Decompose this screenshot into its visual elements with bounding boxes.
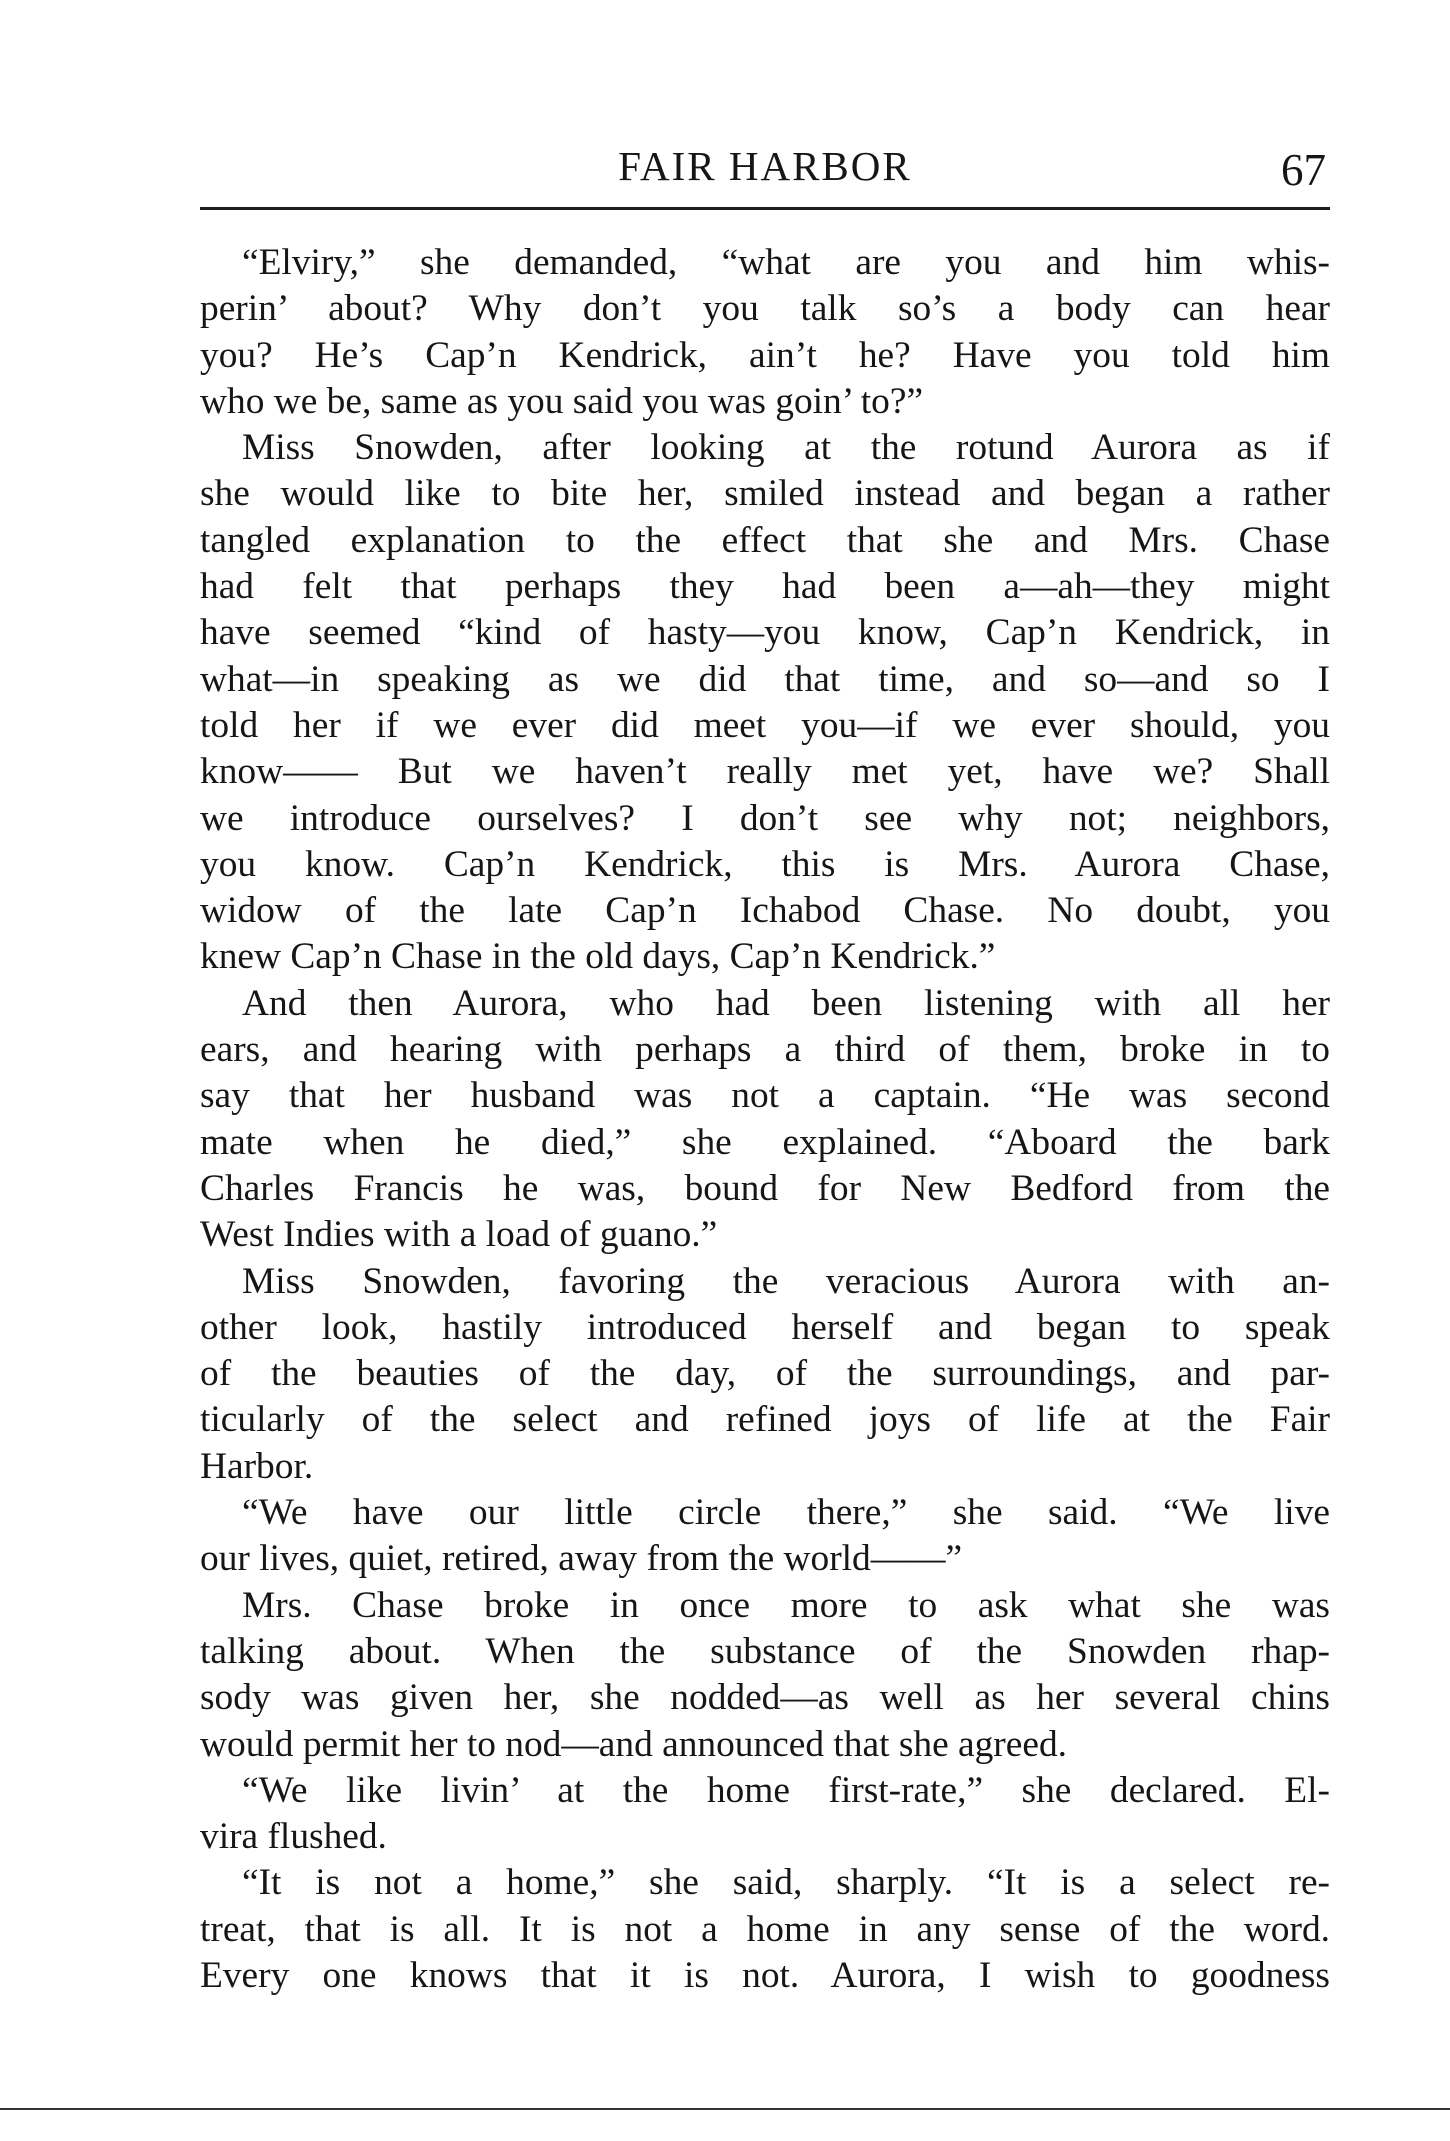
text-line: “We have our little circle there,” she said. “We live: [242, 1492, 1330, 1534]
text-line: “Elviry,” she demanded, “what are you and him whis-: [242, 242, 1330, 283]
header-rule: [200, 207, 1330, 210]
text-line: ears, and hearing with perhaps a third of them, broke in to: [200, 1029, 1330, 1071]
text-line: told her if we ever did meet you—if we ever should, you: [200, 704, 1330, 746]
text-line: our lives, quiet, retired, away from the world——”: [200, 1538, 963, 1580]
text-line: of the beauties of the day, of the surroundings, and par-: [200, 1353, 1330, 1395]
text-line: Mrs. Chase broke in once more to ask what she was: [242, 1584, 1330, 1626]
text-line: have seemed “kind of hasty—you know, Cap’n Kendrick, in: [200, 612, 1330, 654]
paragraph: [200, 1860, 1330, 1999]
text-line: perin’ about? Why don’t you talk so’s a body can hear: [200, 288, 1330, 330]
text-line: would permit her to nod—and announced that she agreed.: [200, 1723, 1067, 1765]
text-line: mate when he died,” she explained. “Aboard the bark: [200, 1121, 1330, 1163]
text-line: knew Cap’n Chase in the old days, Cap’n Kendrick.”: [200, 936, 996, 978]
paragraph: [200, 1583, 1330, 1768]
paragraph: [200, 1768, 1330, 1861]
text-line: we introduce ourselves? I don’t see why not; neighbors,: [200, 797, 1330, 839]
page-number: 67: [1281, 145, 1326, 195]
text-line: you know. Cap’n Kendrick, this is Mrs. Aurora Chase,: [200, 843, 1330, 885]
text-line: ticularly of the select and refined joys of life at the Fair: [200, 1399, 1330, 1441]
running-head: [200, 142, 1330, 202]
text-line: talking about. When the substance of the Snowden rhap-: [200, 1630, 1330, 1672]
text-line: Harbor.: [200, 1445, 314, 1487]
text-line: what—in speaking as we did that time, and so—and so I: [200, 658, 1330, 700]
text-line: vira flushed.: [200, 1816, 387, 1858]
running-title: FAIR HARBOR: [618, 143, 912, 189]
text-line: say that her husband was not a captain. “He was second: [200, 1075, 1330, 1117]
text-line: tangled explanation to the effect that she and Mrs. Chase: [200, 519, 1330, 561]
text-line: who we be, same as you said you was goin’ to?”: [200, 380, 924, 422]
text-line: other look, hastily introduced herself and began to speak: [200, 1306, 1330, 1348]
paragraph: [200, 1490, 1330, 1583]
text-line: know—— But we haven’t really met yet, have we? Shall: [200, 751, 1330, 793]
text-line: had felt that perhaps they had been a—ah—they might: [200, 566, 1330, 608]
paragraph: [200, 1259, 1330, 1490]
text-line: you? He’s Cap’n Kendrick, ain’t he? Have you told him: [200, 334, 1330, 376]
text-line: And then Aurora, who had been listening with all her: [242, 982, 1330, 1024]
text-line: Every one knows that it is not. Aurora, I wish to goodness: [200, 1954, 1330, 1996]
text-line: Miss Snowden, favoring the veracious Aurora with an-: [242, 1260, 1330, 1302]
text-line: Charles Francis he was, bound for New Bedford from the: [200, 1167, 1330, 1209]
text-line: treat, that is all. It is not a home in any sense of the word.: [200, 1908, 1330, 1950]
scan-edge-line: [0, 2108, 1450, 2110]
text-line: she would like to bite her, smiled instead and began a rather: [200, 473, 1330, 515]
text-line: “It is not a home,” she said, sharply. “It is a select re-: [242, 1862, 1330, 1904]
text-line: sody was given her, she nodded—as well as her several chins: [200, 1677, 1330, 1719]
text-line: widow of the late Cap’n Ichabod Chase. No doubt, you: [200, 890, 1330, 932]
paragraph: [200, 981, 1330, 1259]
paragraph: [200, 240, 1330, 425]
body-text: [200, 240, 1330, 1999]
text-line: “We like livin’ at the home first-rate,” she declared. El-: [242, 1769, 1330, 1811]
text-line: Miss Snowden, after looking at the rotund Aurora as if: [242, 427, 1330, 469]
text-line: West Indies with a load of guano.”: [200, 1214, 718, 1256]
paragraph: [200, 425, 1330, 981]
